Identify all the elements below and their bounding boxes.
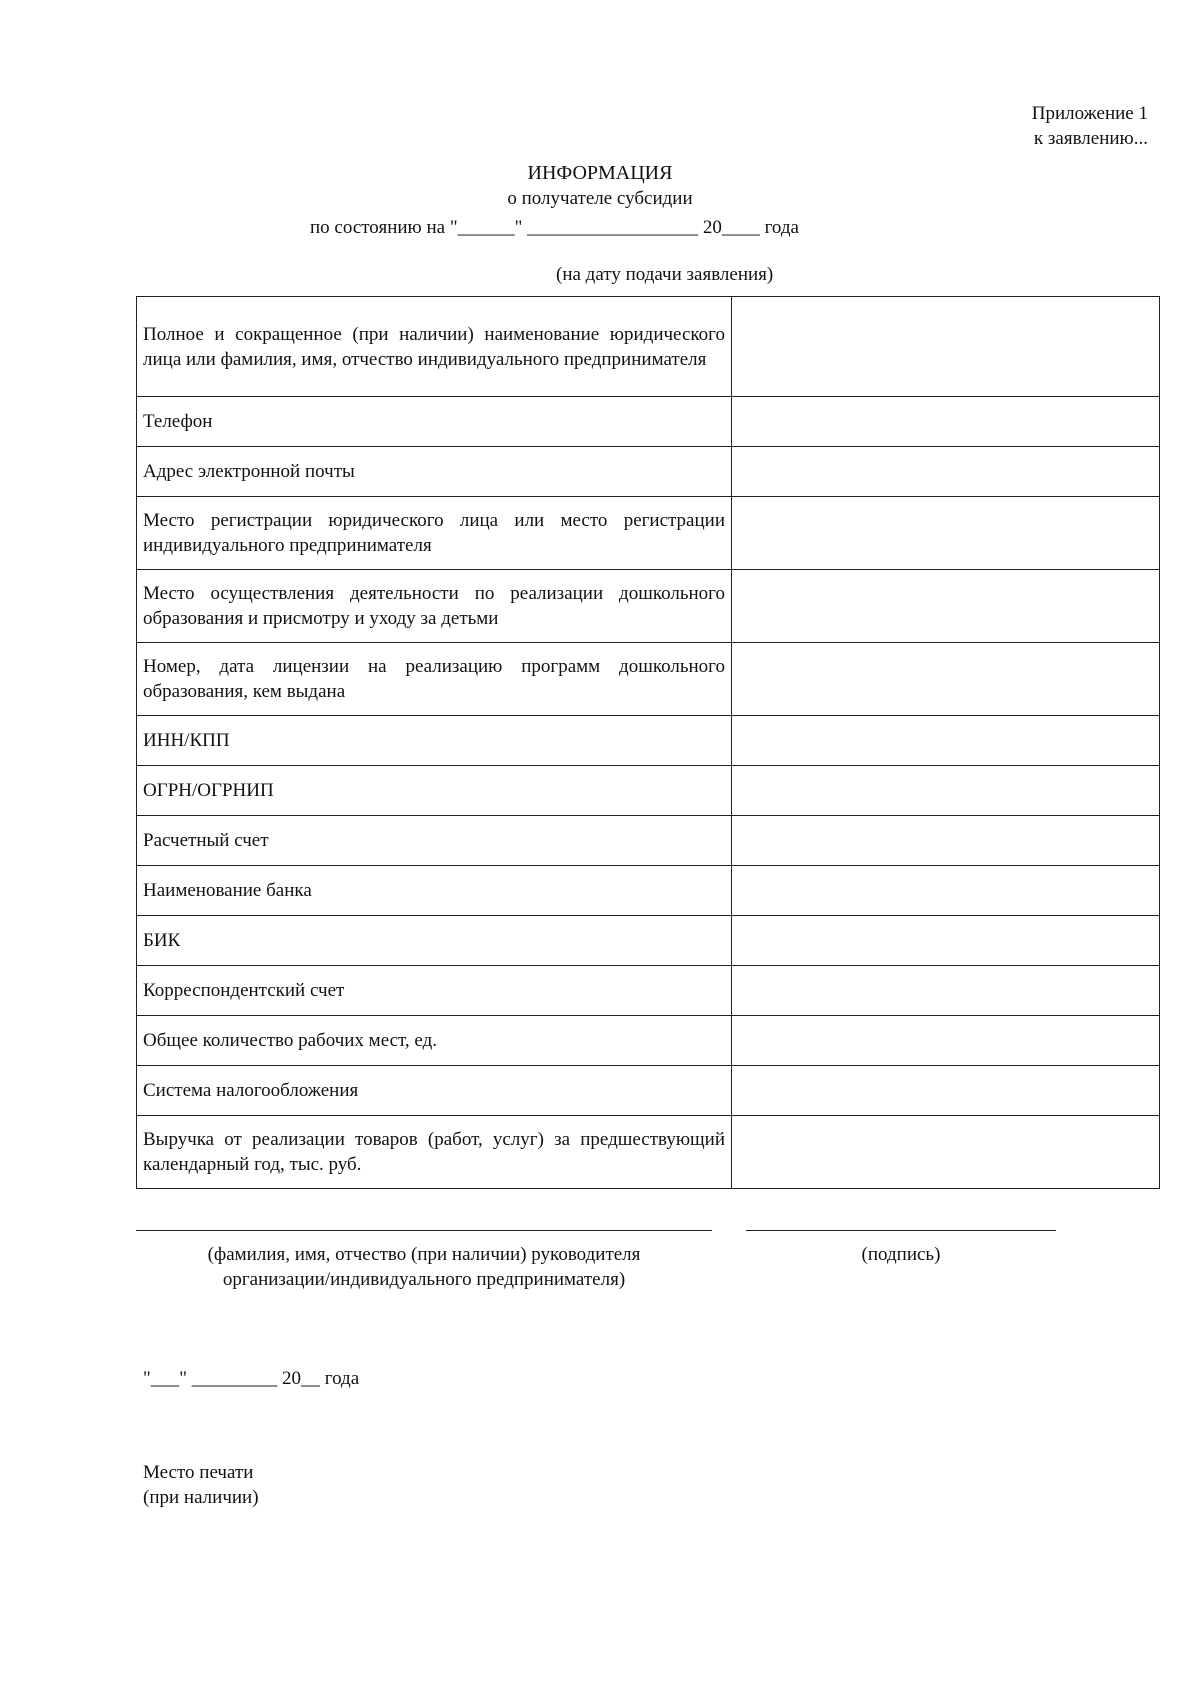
- row-label: Расчетный счет: [137, 816, 732, 866]
- signature-line[interactable]: [746, 1230, 1056, 1231]
- date-note: (на дату подачи заявления): [556, 264, 774, 285]
- appendix-subtitle: к заявлению...: [1033, 128, 1148, 149]
- row-label: Общее количество рабочих мест, ед.: [137, 1016, 732, 1066]
- row-label: ИНН/КПП: [137, 716, 732, 766]
- row-value-field[interactable]: [732, 766, 1160, 816]
- row-label: Корреспондентский счет: [137, 966, 732, 1016]
- table-row: [137, 570, 1160, 643]
- table-row: [137, 497, 1160, 570]
- row-value-field[interactable]: [732, 866, 1160, 916]
- table-row: [137, 1016, 1160, 1066]
- name-caption: [136, 1242, 712, 1292]
- row-value-field[interactable]: [732, 643, 1160, 716]
- seal-note: (при наличии): [143, 1487, 259, 1508]
- row-value-field[interactable]: [732, 397, 1160, 447]
- row-value-field[interactable]: [732, 297, 1160, 397]
- row-label: Система налогообложения: [137, 1066, 732, 1116]
- document-title: ИНФОРМАЦИЯ: [527, 162, 673, 184]
- table-row: [137, 916, 1160, 966]
- name-caption-line: (фамилия, имя, отчество (при наличии) руководителя: [207, 1244, 641, 1265]
- name-caption-line: организации/индивидуального предпринимателя): [222, 1269, 626, 1290]
- row-value-field[interactable]: [732, 1066, 1160, 1116]
- table-row: [137, 643, 1160, 716]
- row-value-field[interactable]: [732, 1116, 1160, 1189]
- row-label: Номер, дата лицензии на реализацию программ дошкольного образования, кем выдана: [137, 643, 732, 716]
- document-subtitle: о получателе субсидии: [507, 188, 693, 209]
- table-row: [137, 447, 1160, 497]
- row-label: Место осуществления деятельности по реализации дошкольного образования и присмотру и уходу за детьми: [137, 570, 732, 643]
- appendix-reference: [1032, 101, 1148, 151]
- table-row: [137, 966, 1160, 1016]
- row-label: Телефон: [137, 397, 732, 447]
- table-row: [137, 1066, 1160, 1116]
- appendix-number: Приложение 1: [1031, 103, 1148, 124]
- row-label: Полное и сокращенное (при наличии) наименование юридического лица или фамилия, имя, отчество индивидуального предпринимателя: [137, 297, 732, 397]
- row-label: Место регистрации юридического лица или место регистрации индивидуального предпринимателя: [137, 497, 732, 570]
- table-row: [137, 866, 1160, 916]
- row-value-field[interactable]: [732, 716, 1160, 766]
- signature-caption: (подпись): [861, 1244, 941, 1265]
- row-label: Адрес электронной почты: [137, 447, 732, 497]
- table-row: [137, 766, 1160, 816]
- seal-place: [143, 1460, 259, 1510]
- row-label: БИК: [137, 916, 732, 966]
- row-label: ОГРН/ОГРНИП: [137, 766, 732, 816]
- table-row: [137, 816, 1160, 866]
- table-row: [137, 297, 1160, 397]
- row-label: Выручка от реализации товаров (работ, услуг) за предшествующий календарный год, тыс. руб.: [137, 1116, 732, 1189]
- row-value-field[interactable]: [732, 916, 1160, 966]
- signing-date-line[interactable]: "___" _________ 20__ года: [143, 1368, 360, 1389]
- row-value-field[interactable]: [732, 447, 1160, 497]
- row-value-field[interactable]: [732, 966, 1160, 1016]
- table-row: [137, 397, 1160, 447]
- row-label: Наименование банка: [137, 866, 732, 916]
- name-signature-line[interactable]: [136, 1230, 712, 1231]
- recipient-info-table: [136, 296, 1160, 1189]
- document-title-block: [0, 161, 1200, 211]
- row-value-field[interactable]: [732, 570, 1160, 643]
- as-of-date-line[interactable]: по состоянию на "______" __________________ 20____ года: [310, 217, 799, 238]
- row-value-field[interactable]: [732, 1016, 1160, 1066]
- row-value-field[interactable]: [732, 816, 1160, 866]
- table-row: [137, 716, 1160, 766]
- row-value-field[interactable]: [732, 497, 1160, 570]
- seal-label: Место печати: [143, 1462, 254, 1483]
- table-row: [137, 1116, 1160, 1189]
